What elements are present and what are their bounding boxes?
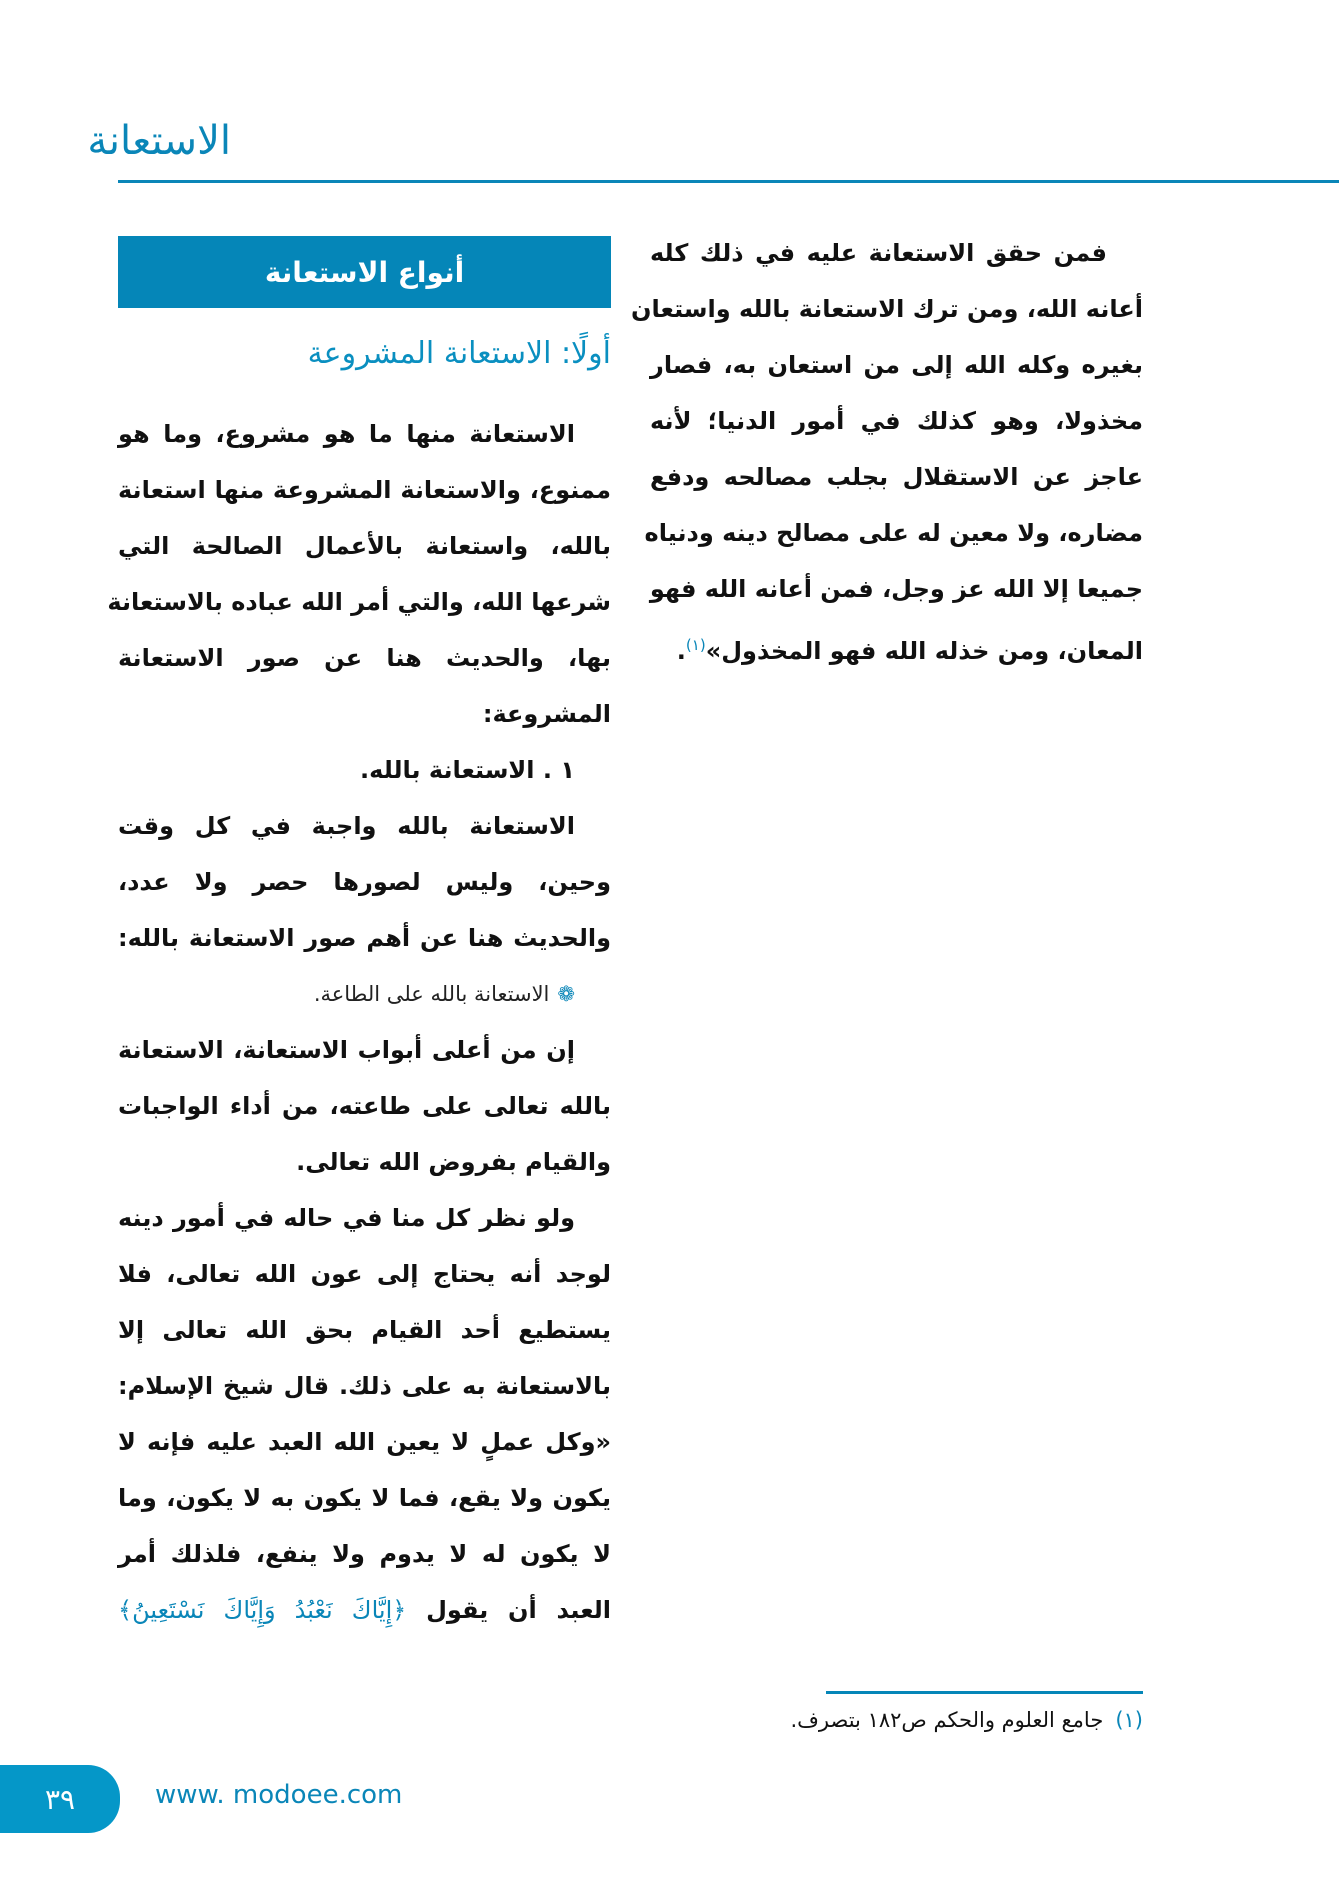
footnote-number: (١): [1115, 1708, 1143, 1732]
subheading: أولًا: الاستعانة المشروعة: [307, 336, 611, 371]
page-number: ٣٩: [44, 1782, 76, 1816]
paragraph-line-last: [650, 617, 1143, 673]
paragraph-line: مخذولا، وهو كذلك في أمور الدنيا؛ لأنه: [650, 407, 1143, 435]
paragraph-line: والحديث هنا عن أهم صور الاستعانة بالله:: [118, 924, 611, 952]
paragraph-line: بالله، واستعانة بالأعمال الصالحة التي: [118, 532, 611, 560]
right-column: [631, 225, 1143, 673]
paragraph-line: مضاره، ولا معين له على مصالح دينه ودنياه: [644, 519, 1143, 547]
footnote-text: جامع العلوم والحكم ص١٨٢ بتصرف.: [790, 1708, 1104, 1732]
paragraph-line: عاجز عن الاستقلال بجلب مصالحه ودفع: [650, 463, 1143, 491]
page-number-tab: [0, 1765, 120, 1833]
paragraph-line: إن من أعلى أبواب الاستعانة، الاستعانة: [118, 1036, 575, 1064]
line-text: العبد أن يقول: [426, 1596, 611, 1624]
paragraph-line: شرعها الله، والتي أمر الله عباده بالاستعانة: [107, 588, 611, 616]
paragraph-line: لوجد أنه يحتاج إلى عون الله تعالى، فلا: [118, 1260, 611, 1288]
bullet-heading-text: الاستعانة بالله على الطاعة.: [313, 982, 550, 1006]
footnote-reference[interactable]: (١): [685, 636, 706, 654]
paragraph-line: فمن حقق الاستعانة عليه في ذلك كله: [650, 239, 1107, 267]
paragraph-line: والقيام بفروض الله تعالى.: [296, 1148, 611, 1176]
period: .: [676, 637, 686, 665]
paragraph-line: «وكل عملٍ لا يعين الله العبد عليه فإنه لا: [118, 1428, 611, 1456]
section-title-box: أنواع الاستعانة: [118, 236, 611, 308]
paragraph-line: جميعا إلا الله عز وجل، فمن أعانه الله فهو: [649, 575, 1143, 603]
paragraph-line: لا يكون له لا يدوم ولا ينفع، فلذلك أمر: [118, 1540, 611, 1568]
paragraph-line: يستطيع أحد القيام بحق الله تعالى إلا: [118, 1316, 611, 1344]
bullet-heading: [118, 966, 611, 1022]
footnote-divider: [826, 1691, 1143, 1694]
paragraph-line: أعانه الله، ومن ترك الاستعانة بالله واستعان: [631, 295, 1143, 323]
paragraph-line: وحين، وليس لصورها حصر ولا عدد،: [118, 868, 611, 896]
paragraph-line: ممنوع، والاستعانة المشروعة منها استعانة: [118, 476, 611, 504]
footnote: [790, 1708, 1143, 1732]
paragraph-line: بغيره وكله الله إلى من استعان به، فصار: [650, 351, 1143, 379]
paragraph-line: بالاستعانة به على ذلك. قال شيخ الإسلام:: [118, 1372, 611, 1400]
website-url[interactable]: www. modoee.com: [155, 1780, 403, 1810]
flower-bullet-icon: ❁: [557, 982, 575, 1006]
paragraph-line: المشروعة:: [482, 700, 611, 728]
left-column: [107, 406, 611, 1638]
paragraph-line: الاستعانة بالله واجبة في كل وقت: [118, 812, 575, 840]
numbered-heading: ١ . الاستعانة بالله.: [360, 756, 575, 784]
paragraph-line: بالله تعالى على طاعته، من أداء الواجبات: [118, 1092, 611, 1120]
paragraph-line: بها، والحديث هنا عن صور الاستعانة: [118, 644, 611, 672]
line-text: المعان، ومن خذله الله فهو المخذول»: [705, 637, 1143, 665]
header-divider: [118, 180, 1339, 183]
quran-verse: ﴿إِيَّاكَ نَعْبُدُ وَإِيَّاكَ نَسْتَعِينُ﴾: [118, 1596, 407, 1624]
paragraph-line: ولو نظر كل منا في حاله في أمور دينه: [118, 1204, 575, 1232]
running-header-title: الاستعانة: [87, 118, 231, 164]
paragraph-line-with-verse: [118, 1582, 611, 1638]
paragraph-line: الاستعانة منها ما هو مشروع، وما هو: [118, 420, 575, 448]
paragraph-line: يكون ولا يقع، فما لا يكون به لا يكون، وما: [118, 1484, 611, 1512]
